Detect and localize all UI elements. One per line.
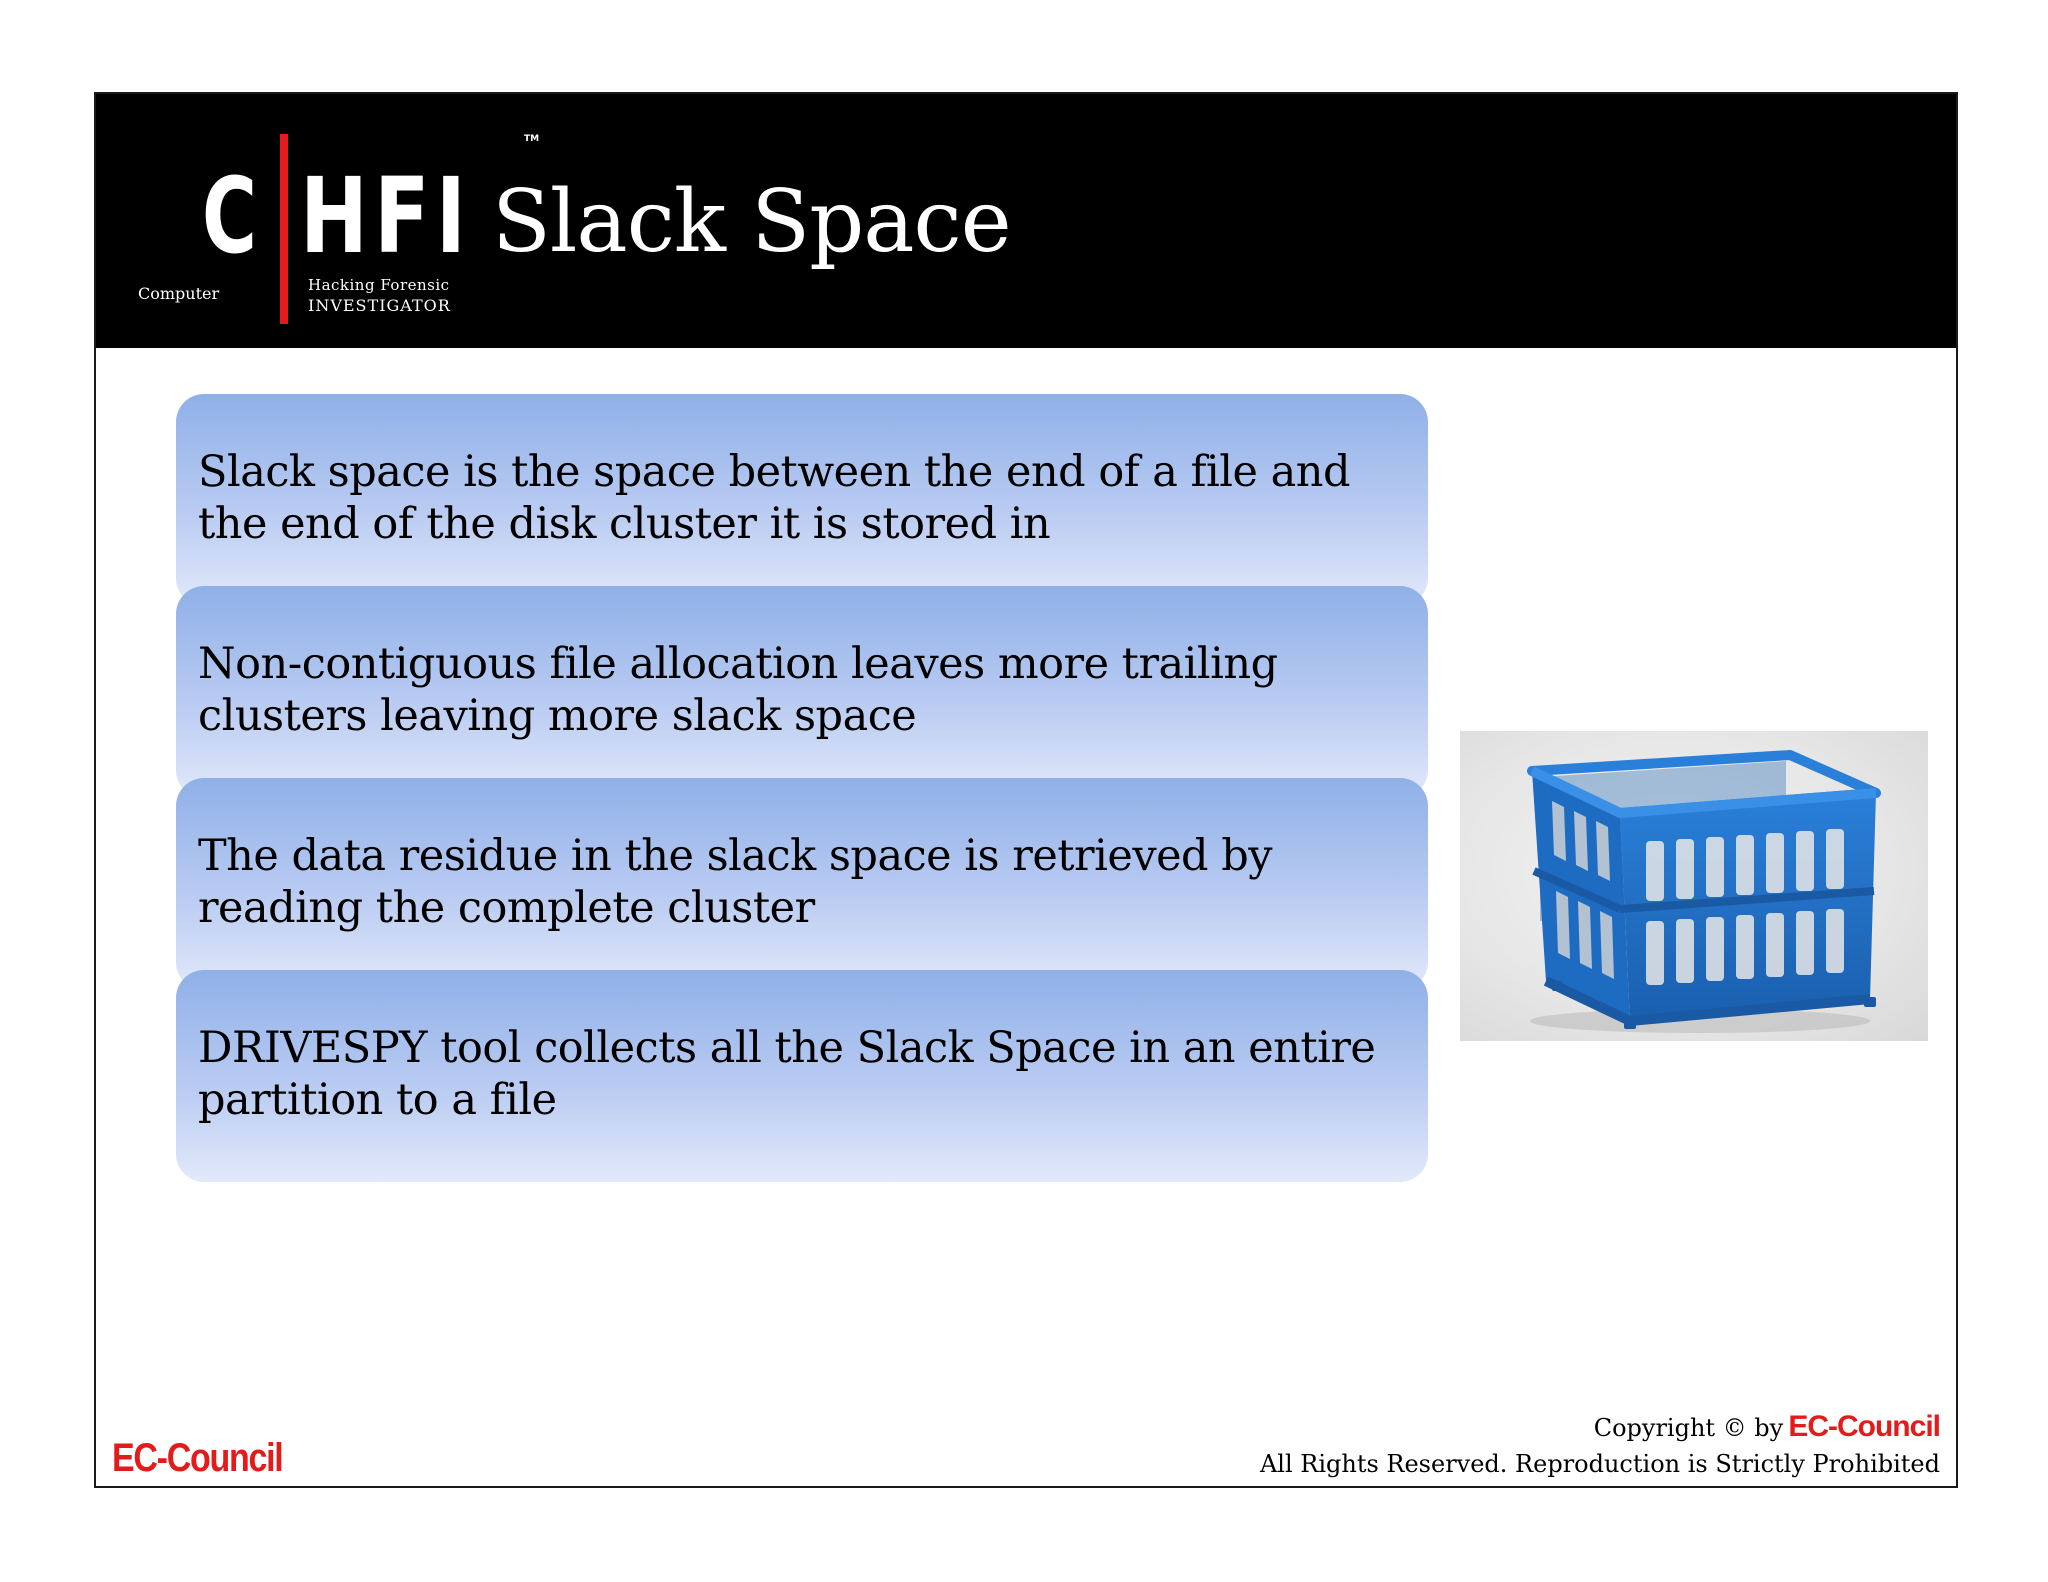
copyright-line <box>1594 1410 1940 1444</box>
bullet-text-1: Slack space is the space between the end of a file and the end of the disk cluster it is stored in <box>198 447 1350 549</box>
slide <box>94 92 1958 1488</box>
bullet-text-3: The data residue in the slack space is retrieved by reading the complete cluster <box>198 831 1273 933</box>
header-bar <box>96 94 1956 348</box>
logo-investigator-label: INVESTIGATOR <box>308 296 451 315</box>
bullet-box-1 <box>176 394 1428 606</box>
footer-ec-council-logo: EC-Council <box>112 1436 283 1480</box>
copyright-text: Copyright © by <box>1593 1414 1784 1442</box>
logo-letters-hfi: HFI <box>300 155 473 277</box>
logo-computer-label: Computer <box>138 284 220 303</box>
logo-trademark: TM <box>524 134 540 144</box>
logo-hacking-forensic-label: Hacking Forensic <box>308 276 450 294</box>
blue-crate-image <box>1460 731 1928 1041</box>
crate-icon <box>1460 731 1928 1041</box>
bullet-box-3 <box>176 778 1428 990</box>
slide-title: Slack Space <box>492 172 1011 272</box>
copyright-ec-council-logo: EC-Council <box>1788 1410 1940 1443</box>
logo-letter-c: C <box>202 155 257 277</box>
bullet-text-4: DRIVESPY tool collects all the Slack Space in an entire partition to a file <box>198 1023 1376 1125</box>
bullet-box-2 <box>176 586 1428 798</box>
bullet-box-4 <box>176 970 1428 1182</box>
bullet-text-2: Non-contiguous file allocation leaves more trailing clusters leaving more slack space <box>198 639 1278 741</box>
logo-red-bar <box>280 134 288 324</box>
rights-reserved-text: All Rights Reserved. Reproduction is Strictly Prohibited <box>1259 1450 1940 1478</box>
chfi-logo <box>138 112 540 315</box>
